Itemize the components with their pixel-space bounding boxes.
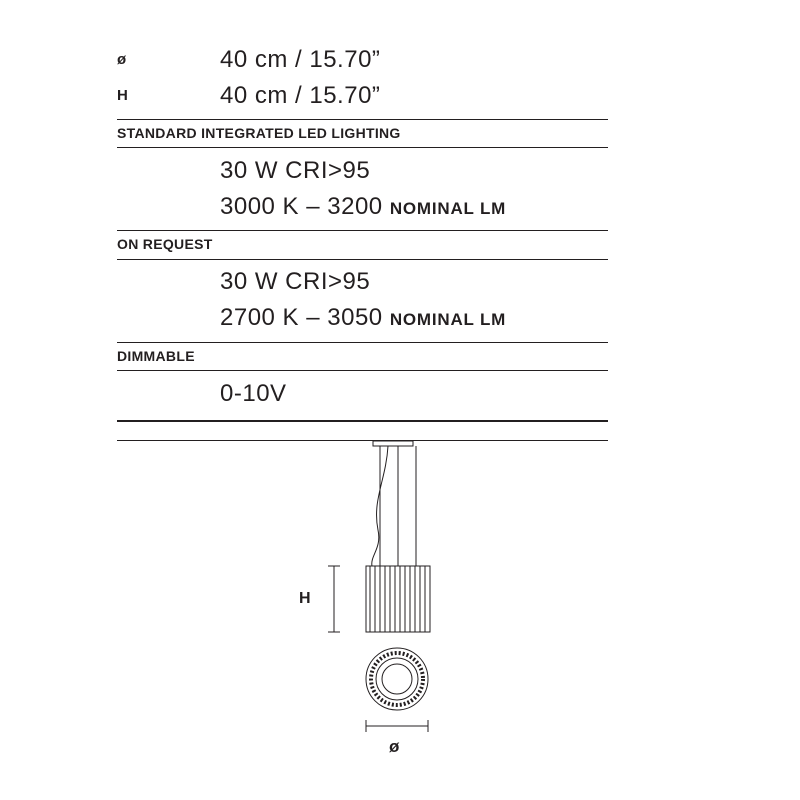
height-symbol: H [117, 87, 128, 104]
diameter-dimension [366, 720, 428, 732]
on-request-lumens-value: 2700 K – 3050 [220, 304, 383, 331]
diameter-dimension-label: ø [389, 737, 400, 756]
standard-power: 30 W CRI>95 [220, 157, 371, 184]
lamp-body-side [366, 566, 430, 632]
lamp-body-bottom [366, 648, 428, 710]
on-request-power: 30 W CRI>95 [220, 268, 371, 295]
canopy [373, 441, 413, 446]
standard-lumens-value: 3000 K – 3200 [220, 193, 383, 220]
height-value: 40 cm / 15.70” [220, 82, 381, 109]
standard-lumens-unit: NOMINAL LM [389, 199, 507, 218]
diameter-value: 40 cm / 15.70” [220, 46, 381, 73]
height-dimension-label: H [299, 590, 311, 607]
height-dimension [328, 566, 340, 632]
standard-heading: STANDARD INTEGRATED LED LIGHTING [117, 125, 401, 141]
on-request-lumens-unit: NOMINAL LM [389, 310, 507, 329]
diameter-symbol: ø [117, 51, 127, 68]
on-request-heading: ON REQUEST [117, 236, 213, 252]
dimmable-heading: DIMMABLE [117, 348, 195, 364]
dimmable-value: 0-10V [220, 380, 287, 407]
